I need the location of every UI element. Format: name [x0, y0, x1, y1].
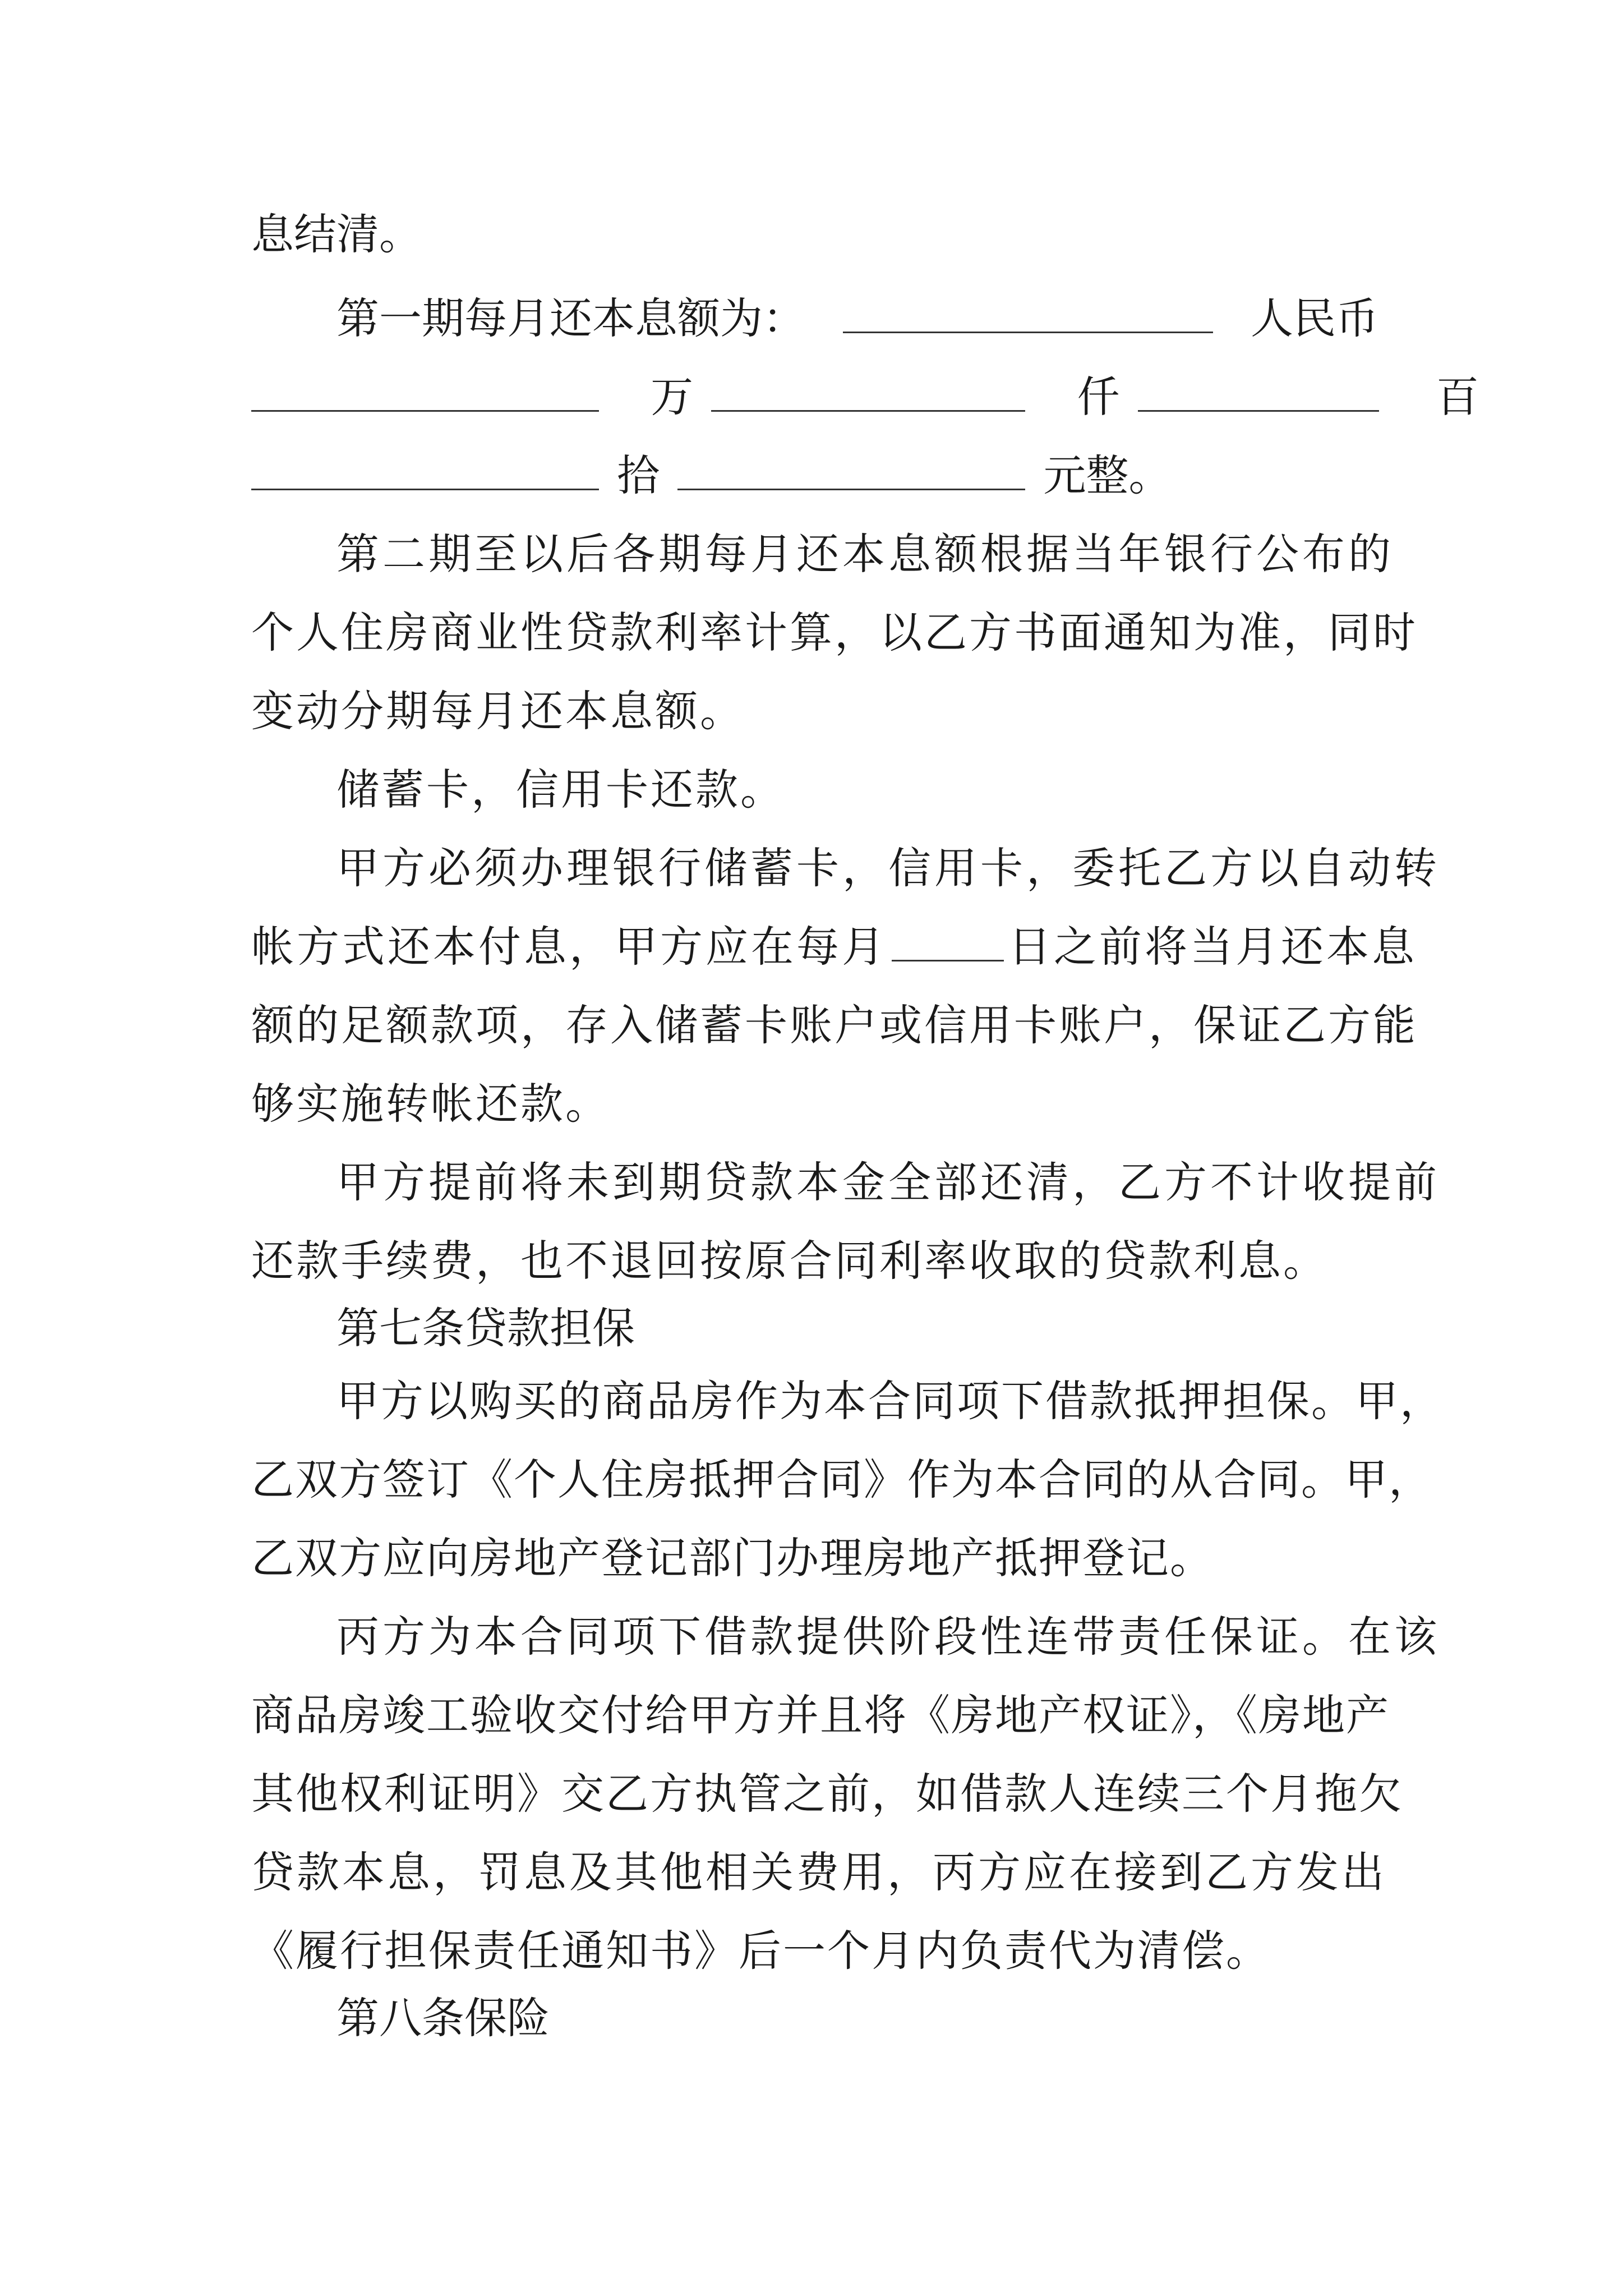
- section-heading: 第七条贷款担保: [336, 1303, 635, 1353]
- paragraph-line: [336, 762, 1378, 818]
- section-heading-article-8: [336, 1990, 1378, 2046]
- paragraph-line: [336, 526, 1394, 582]
- section-heading: 第八条保险: [336, 1993, 550, 2043]
- text-line: 其他权利证明》交乙方执管之前，如借款人连续三个月拖欠: [251, 1769, 1403, 1819]
- paragraph-line: [251, 1452, 1432, 1508]
- text-line: 商品房竣工验收交付给甲方并且将《房地产权证》，《房地产: [251, 1690, 1390, 1740]
- section-heading-article-7: [336, 1300, 1378, 1356]
- unit-qian: 仟: [1077, 372, 1120, 422]
- text-segment: 日之前将当月还本息: [1008, 922, 1417, 972]
- paragraph-line: [251, 1530, 1378, 1586]
- text-line: 还款手续费，也不退回按原合同利率收取的贷款利息。: [251, 1236, 1328, 1286]
- repayment-amount-line-3: [251, 448, 1378, 504]
- paragraph-line: [251, 683, 1378, 739]
- unit-wan: 万: [651, 372, 694, 422]
- paragraph-line: [251, 919, 1417, 975]
- day-blank-field[interactable]: [892, 921, 1004, 961]
- text-line: 储蓄卡，信用卡还款。: [336, 765, 785, 815]
- currency-label: 人民币: [1251, 293, 1378, 343]
- paragraph-line: [336, 1154, 1440, 1211]
- paragraph-line: [251, 1923, 1378, 1979]
- paragraph-line: [251, 1844, 1387, 1901]
- paragraph-line: [251, 1076, 1378, 1132]
- paragraph-line: [336, 840, 1440, 896]
- repayment-amount-line-1: [336, 291, 1378, 347]
- paragraph-line: [251, 605, 1418, 661]
- text-line: 甲方提前将未到期贷款本金全部还清，乙方不计收提前: [336, 1157, 1440, 1207]
- unit-bai: 百: [1436, 372, 1479, 422]
- blank-field[interactable]: [677, 449, 1025, 490]
- text-line: 甲方以购买的商品房作为本合同项下借款抵押担保。甲，: [336, 1376, 1444, 1426]
- text-line: 第二期至以后各期每月还本息额根据当年银行公布的: [336, 529, 1394, 579]
- text-segment: 帐方式还本付息，甲方应在每月: [251, 922, 887, 972]
- blank-field[interactable]: [711, 371, 1025, 412]
- repayment-amount-line-2: [251, 369, 1479, 425]
- text-line: 《履行担保责任通知书》后一个月内负责代为清偿。: [251, 1926, 1270, 1976]
- paragraph-line: [251, 206, 1378, 263]
- paragraph-line: [251, 1687, 1390, 1743]
- paragraph-line: [251, 1233, 1378, 1289]
- blank-field[interactable]: [251, 449, 599, 490]
- text-line: 乙双方签订《个人住房抵押合同》作为本合同的从合同。甲，: [251, 1455, 1432, 1504]
- text-line: 息结清。: [251, 209, 422, 259]
- text-segment: 第一期每月还本息额为：: [336, 293, 805, 343]
- text-line: 丙方为本合同项下借款提供阶段性连带责任保证。在该: [336, 1612, 1440, 1662]
- text-line: 个人住房商业性贷款利率计算，以乙方书面通知为准，同时: [251, 608, 1418, 657]
- paragraph-line: [251, 997, 1418, 1053]
- paragraph-line: [251, 1766, 1403, 1822]
- unit-shi: 拾: [617, 450, 660, 500]
- text-line: 够实施转帐还款。: [251, 1079, 610, 1129]
- text-line: 变动分期每月还本息额。: [251, 686, 745, 736]
- paragraph-line: [336, 1609, 1440, 1665]
- unit-yuan: 元整。: [1043, 450, 1172, 500]
- text-line: 乙双方应向房地产登记部门办理房地产抵押登记。: [251, 1533, 1214, 1583]
- text-line: 额的足额款项，存入储蓄卡账户或信用卡账户，保证乙方能: [251, 1000, 1418, 1050]
- blank-field[interactable]: [843, 292, 1213, 333]
- text-line: 甲方必须办理银行储蓄卡，信用卡，委托乙方以自动转: [336, 843, 1440, 893]
- paragraph-line: [336, 1373, 1444, 1429]
- text-line: 贷款本息，罚息及其他相关费用，丙方应在接到乙方发出: [251, 1847, 1387, 1897]
- blank-field[interactable]: [1138, 371, 1379, 412]
- blank-field[interactable]: [251, 371, 599, 412]
